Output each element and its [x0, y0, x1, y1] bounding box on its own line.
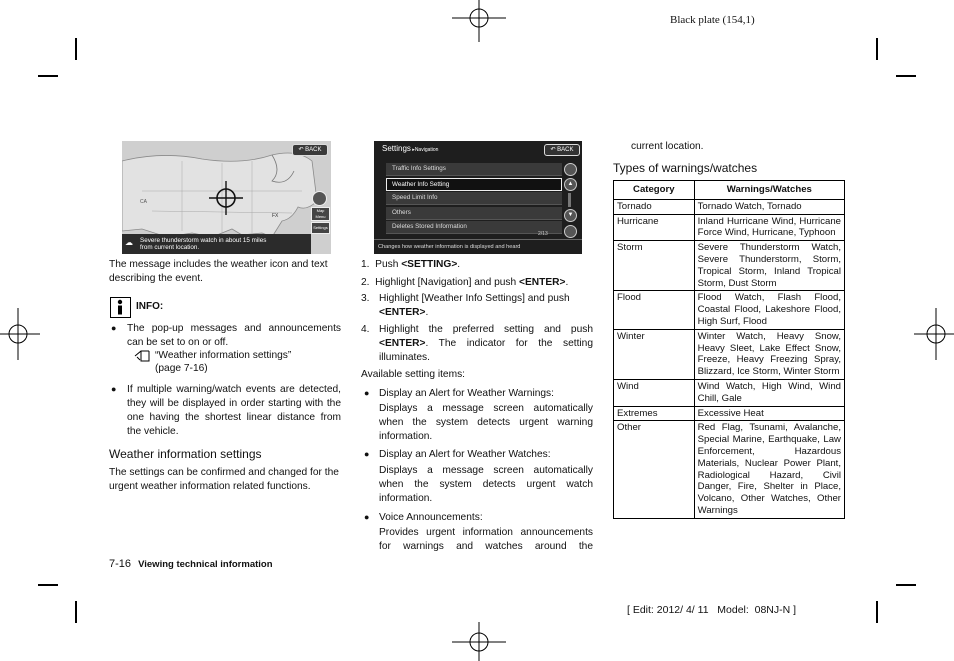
- reference-icon: [134, 350, 151, 362]
- scroll-up-button[interactable]: [564, 163, 577, 176]
- registration-mark-right: [914, 308, 954, 360]
- back-icon: ↶: [298, 147, 304, 153]
- table-row: [614, 329, 845, 379]
- page-number: 7-16: [109, 558, 132, 570]
- registration-mark-left: [0, 308, 40, 360]
- status-text: Changes how weather information is displayed and heard: [378, 244, 521, 250]
- warnings-cell: Winter Watch, Heavy Snow, Heavy Sleet, Lake Effect Snow, Freeze, Heavy Freezing Spray, Blizzard, Ice Storm, Winter Storm: [694, 329, 844, 379]
- header-category: Category: [614, 181, 695, 200]
- svg-text:FX: FX: [272, 213, 279, 219]
- section-heading: Weather information settings: [109, 447, 262, 461]
- category-cell: Hurricane: [614, 214, 695, 241]
- screen-back-label: BACK: [557, 147, 574, 153]
- warnings-cell: Red Flag, Tsunami, Avalanche, Special Marine, Earthquake, Law Enforcement, Hazardous Materials, Nuclear Power Plant, Radiological Hazard, Civil Danger, Fire, Shelter in Place, Volcano, Other Watches, Other Warnings: [694, 421, 844, 518]
- info-reference-page: (page 7-16): [155, 363, 208, 374]
- status-bar: [374, 239, 582, 254]
- table-row: [614, 241, 845, 291]
- category-cell: Flood: [614, 291, 695, 329]
- setting-item-title: Display an Alert for Weather Warnings:: [379, 388, 554, 399]
- warnings-table: [613, 180, 845, 519]
- back-icon: ↶: [550, 147, 556, 153]
- category-cell: Winter: [614, 329, 695, 379]
- screen-title-text: Settings: [382, 144, 411, 153]
- settings-label: Settings: [313, 225, 328, 230]
- settings-screen: [374, 141, 582, 254]
- scroll-track[interactable]: [568, 193, 571, 207]
- setting-item-desc: Provides urgent information announcements for warnings and watches around the: [379, 527, 593, 552]
- table-row: [614, 291, 845, 329]
- setting-item-title: Display an Alert for Weather Watches:: [379, 449, 551, 460]
- info-title: INFO:: [136, 301, 164, 312]
- warnings-cell: Severe Thunderstorm Watch, Severe Thunderstorm, Storm, Tropical Storm, Inland Tropical Storm, Dust Storm: [694, 241, 844, 291]
- item-counter: 2/13: [538, 231, 548, 237]
- registration-mark-bottom: [452, 622, 506, 661]
- header-warnings: Warnings/Watches: [694, 181, 844, 200]
- menu-item-others[interactable]: Others: [386, 207, 562, 220]
- registration-mark-top: [452, 0, 506, 42]
- warnings-cell: Wind Watch, High Wind, Wind Chill, Gale: [694, 379, 844, 406]
- table-row: [614, 406, 845, 421]
- edit-stamp: [ Edit: 2012/ 4/ 11 Model: 08NJ-N ]: [627, 604, 797, 616]
- step-4-num: 4.: [361, 324, 370, 335]
- section-body: The settings can be confirmed and changed for the urgent weather information related functions.: [109, 467, 339, 492]
- menu-item-traffic-info[interactable]: Traffic Info Settings: [386, 163, 562, 176]
- step-4: Highlight the preferred setting and push <ENTER>. The indicator for the setting illuminates.: [379, 324, 593, 363]
- category-cell: Wind: [614, 379, 695, 406]
- scroll-down-icon[interactable]: ▼: [564, 209, 577, 222]
- table-row: [614, 421, 845, 518]
- back-label: BACK: [305, 147, 322, 153]
- table-row: [614, 199, 845, 214]
- available-items-label: Available setting items:: [361, 369, 466, 380]
- category-cell: Extremes: [614, 406, 695, 421]
- bullet-dot: ●: [364, 388, 370, 398]
- screen-crumb: Navigation: [414, 147, 439, 153]
- bullet-dot: ●: [111, 323, 117, 333]
- step-3: Highlight [Weather Info Settings] and push <ENTER>.: [379, 293, 570, 318]
- map-menu-button[interactable]: [311, 207, 330, 221]
- table-header-row: [614, 181, 845, 200]
- scroll-up-icon[interactable]: ▲: [564, 178, 577, 191]
- zoom-button[interactable]: [312, 191, 327, 206]
- warnings-cell: Inland Hurricane Wind, Hurricane Force Wind, Hurricane, Typhoon: [694, 214, 844, 241]
- setting-item-title: Voice Announcements:: [379, 512, 483, 523]
- category-cell: Storm: [614, 241, 695, 291]
- warnings-cell: Excessive Heat: [694, 406, 844, 421]
- step-2: 2. Highlight [Navigation] and push <ENTER>.: [361, 277, 569, 288]
- info-bullet-2: If multiple warning/watch events are detected, they will be displayed in order starting with the one having the shortest linear distance from the vehicle.: [127, 384, 341, 437]
- banner-line-1: Severe thunderstorm watch in about 15 miles: [140, 237, 267, 244]
- step-1: 1. Push <SETTING>.: [361, 259, 461, 270]
- category-cell: Other: [614, 421, 695, 518]
- menu-item-weather-info[interactable]: Weather Info Setting: [386, 178, 562, 191]
- plate-label: Black plate (154,1): [670, 14, 755, 26]
- menu-item-delete-stored[interactable]: Deletes Stored Information: [386, 221, 562, 234]
- scroll-down-button[interactable]: [564, 225, 577, 238]
- table-title: Types of warnings/watches: [613, 161, 758, 175]
- info-reference: “Weather information settings”: [155, 350, 292, 361]
- menu-item-speed-limit[interactable]: Speed Limit Info: [386, 192, 562, 205]
- page-footer: [109, 558, 273, 570]
- info-icon: [110, 297, 131, 318]
- table-row: [614, 214, 845, 241]
- step-3-num: 3.: [361, 293, 370, 304]
- banner-line-2: from current location.: [140, 244, 200, 251]
- crosshair-icon[interactable]: [209, 181, 243, 215]
- info-bullet-1: The pop-up messages and announcements can be set to on or off.: [127, 323, 341, 348]
- screen-title: Settings ▸Navigation: [382, 144, 439, 153]
- weather-banner: [122, 234, 311, 254]
- map-screen: [122, 141, 331, 254]
- back-button[interactable]: [292, 144, 328, 156]
- continued-text: current location.: [631, 141, 704, 152]
- screen-back-button[interactable]: [544, 144, 580, 156]
- footer-section: Viewing technical information: [138, 559, 273, 570]
- table-row: [614, 379, 845, 406]
- bullet-dot: ●: [364, 449, 370, 459]
- warnings-cell: Tornado Watch, Tornado: [694, 199, 844, 214]
- svg-text:CA: CA: [140, 199, 147, 205]
- bullet-dot: ●: [111, 384, 117, 394]
- map-menu-label: Map Menu: [315, 208, 326, 219]
- weather-icon: ☁: [125, 238, 133, 247]
- warnings-cell: Flood Watch, Flash Flood, Coastal Flood, Lakeshore Flood, High Surf, Flood: [694, 291, 844, 329]
- category-cell: Tornado: [614, 199, 695, 214]
- menu-list: [386, 163, 562, 236]
- bullet-dot: ●: [364, 512, 370, 522]
- setting-item-desc: Displays a message screen automatically when the system detects urgent warning information.: [379, 403, 593, 442]
- settings-button[interactable]: [311, 222, 330, 234]
- map-caption: The message includes the weather icon and text describing the event.: [109, 259, 328, 284]
- setting-item-desc: Displays a message screen automatically when the system detects urgent watch information.: [379, 465, 593, 504]
